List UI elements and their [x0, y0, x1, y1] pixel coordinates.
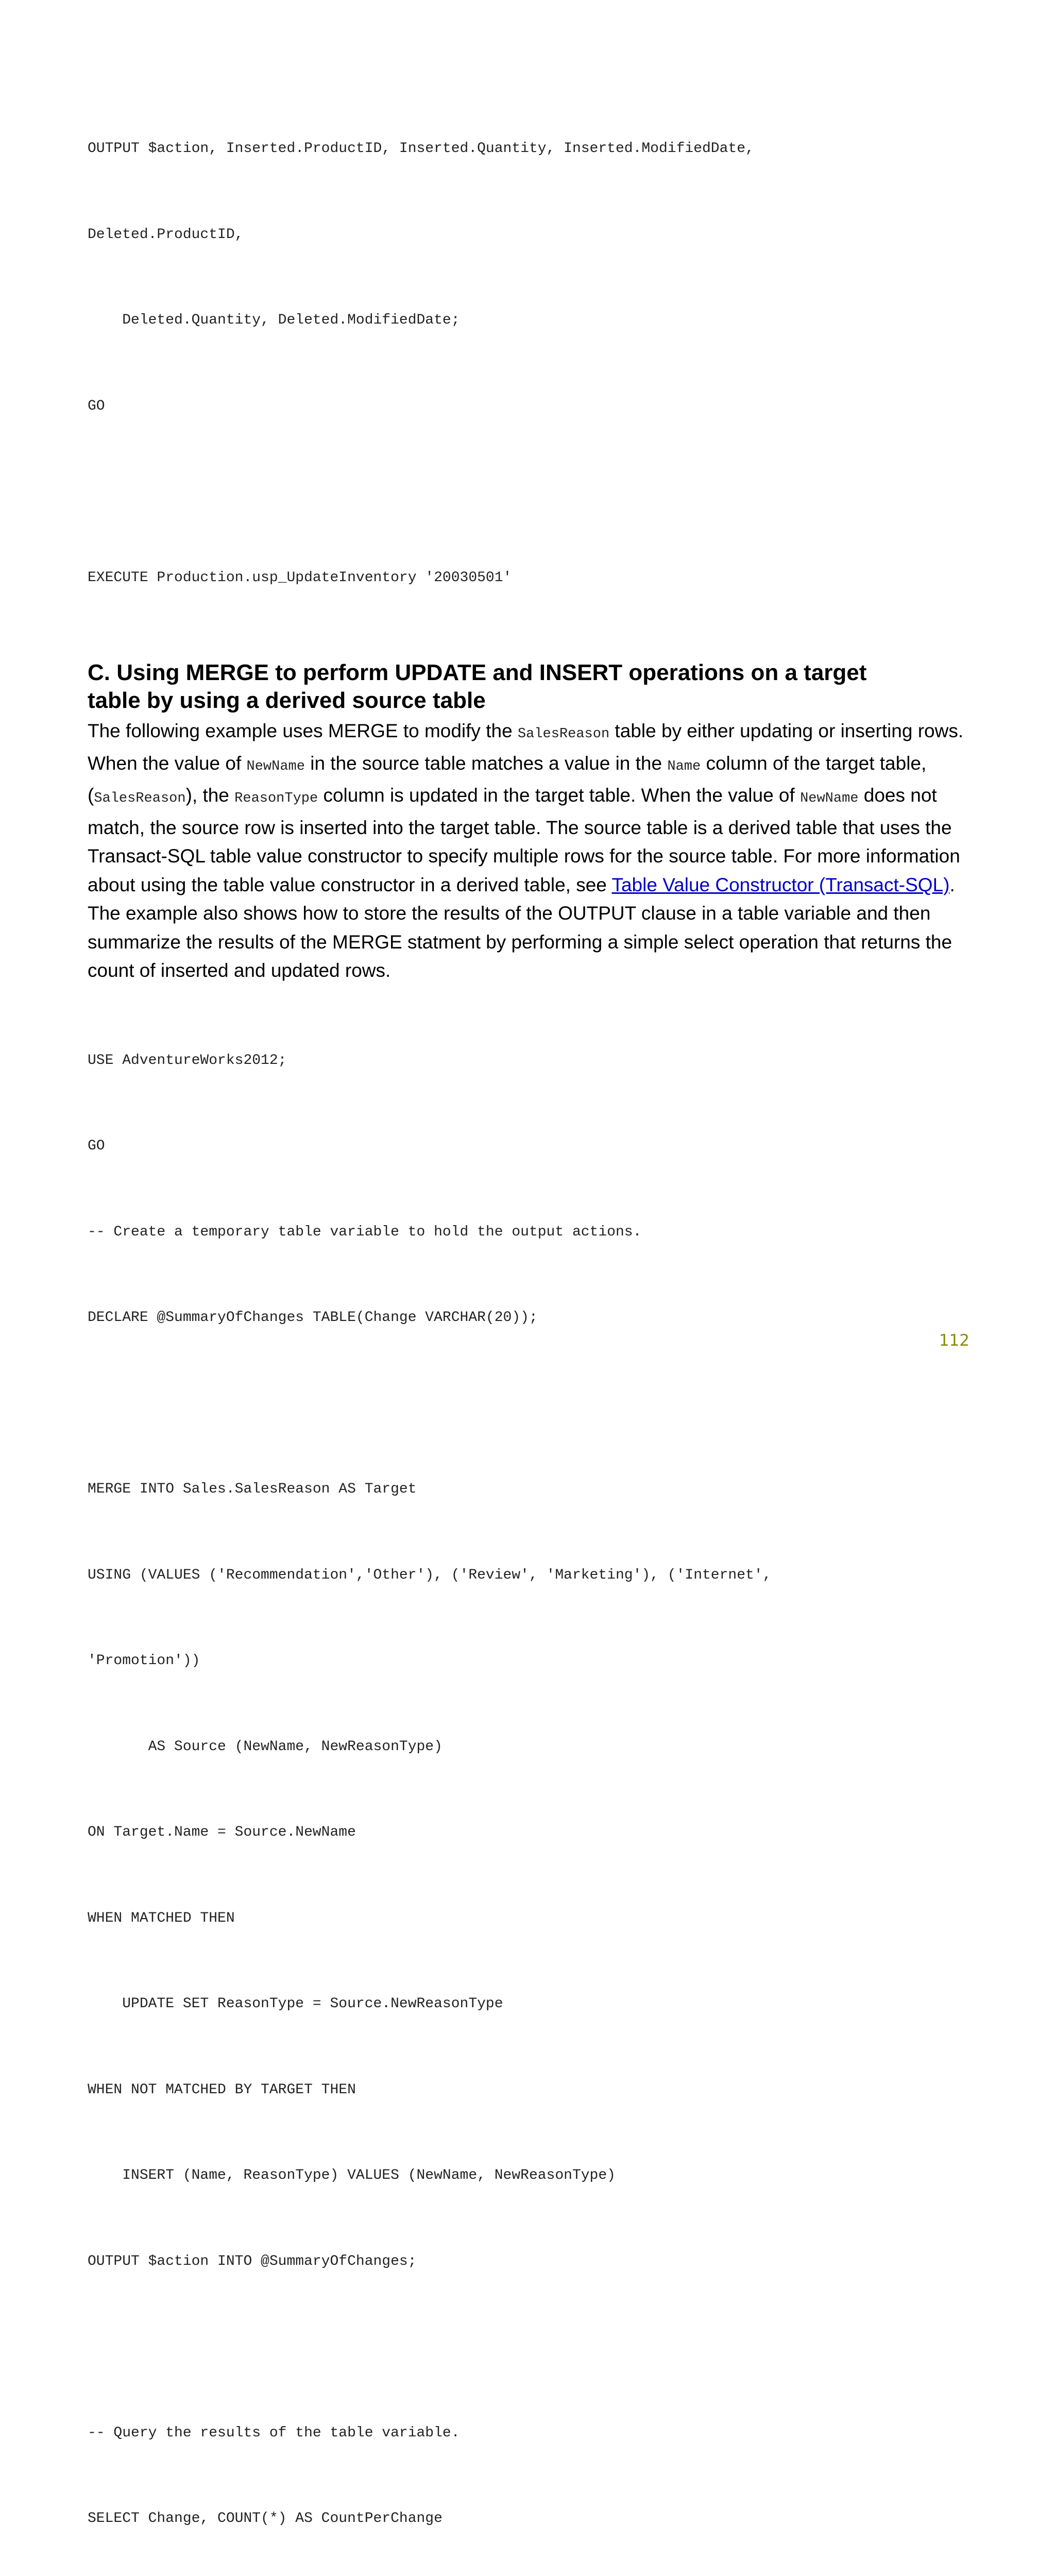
code-line: INSERT (Name, ReasonType) VALUES (NewName, NewReasonType): [88, 2161, 974, 2190]
code-block-output: [88, 77, 974, 649]
code-line: SELECT Change, COUNT(*) AS CountPerChange: [88, 2504, 974, 2533]
code-line: UPDATE SET ReasonType = Source.NewReasonType: [88, 1990, 974, 2019]
table-value-constructor-link[interactable]: Table Value Constructor (Transact-SQL): [611, 874, 949, 895]
para-text: The following example uses MERGE to modify the: [88, 720, 518, 741]
code-line: EXECUTE Production.usp_UpdateInventory '20030501': [88, 564, 974, 592]
section-c-paragraph: [88, 717, 974, 985]
inline-code: NewName: [247, 759, 305, 774]
section-c-heading-line: C. Using MERGE to perform UPDATE and INSERT operations on a target: [88, 659, 974, 687]
para-text: column of the target table, (: [88, 753, 926, 806]
page-number: 112: [939, 1331, 969, 1350]
inline-code: Name: [667, 759, 701, 774]
code-line: -- Create a temporary table variable to hold the output actions.: [88, 1218, 974, 1247]
code-line: ON Target.Name = Source.NewName: [88, 1818, 974, 1847]
section-c-heading: [88, 659, 974, 715]
code-line: [88, 2333, 974, 2362]
para-text: does not match, the source row is inserted into the target table. The source table is a derived table that uses the Transact-SQL table value constructor to specify multiple rows for the source table. For more information about using the table value constructor in a derived table, see: [88, 785, 960, 895]
inline-code: SalesReason: [94, 791, 185, 806]
inline-code: ReasonType: [234, 791, 318, 806]
para-text: column is updated in the target table. When the value of: [318, 785, 800, 806]
document-page: [88, 77, 974, 2576]
code-line: Deleted.ProductID,: [88, 221, 974, 249]
para-text: . The example also shows how to store the results of the OUTPUT clause in a table variable and then summarize the results of the MERGE statment by performing a simple select operation that returns the count of inserted and updated rows.: [88, 874, 955, 981]
para-text: table by either updating or inserting rows. When the value of: [88, 720, 963, 774]
para-text: ), the: [186, 785, 235, 806]
code-line: MERGE INTO Sales.SalesReason AS Target: [88, 1475, 974, 1504]
code-block-merge: [88, 989, 974, 2576]
code-line: GO: [88, 1132, 974, 1161]
code-line: OUTPUT $action, Inserted.ProductID, Inserted.Quantity, Inserted.ModifiedDate,: [88, 134, 974, 163]
inline-code: NewName: [800, 791, 858, 806]
code-line: [88, 1389, 974, 1418]
section-c-heading-line: table by using a derived source table: [88, 687, 974, 715]
code-line: GO: [88, 392, 974, 421]
code-line: 'Promotion')): [88, 1647, 974, 1675]
code-line: -- Query the results of the table variable.: [88, 2419, 974, 2448]
inline-code: SalesReason: [518, 726, 609, 742]
code-line: USING (VALUES ('Recommendation','Other'), ('Review', 'Marketing'), ('Internet',: [88, 1561, 974, 1590]
para-text: in the source table matches a value in the: [305, 753, 667, 774]
code-line: WHEN NOT MATCHED BY TARGET THEN: [88, 2076, 974, 2105]
code-line: Deleted.Quantity, Deleted.ModifiedDate;: [88, 306, 974, 335]
code-line: USE AdventureWorks2012;: [88, 1046, 974, 1075]
code-line: WHEN MATCHED THEN: [88, 1904, 974, 1933]
code-line: DECLARE @SummaryOfChanges TABLE(Change VARCHAR(20));: [88, 1303, 974, 1332]
code-line: OUTPUT $action INTO @SummaryOfChanges;: [88, 2247, 974, 2276]
code-line: [88, 478, 974, 506]
code-line: AS Source (NewName, NewReasonType): [88, 1733, 974, 1761]
